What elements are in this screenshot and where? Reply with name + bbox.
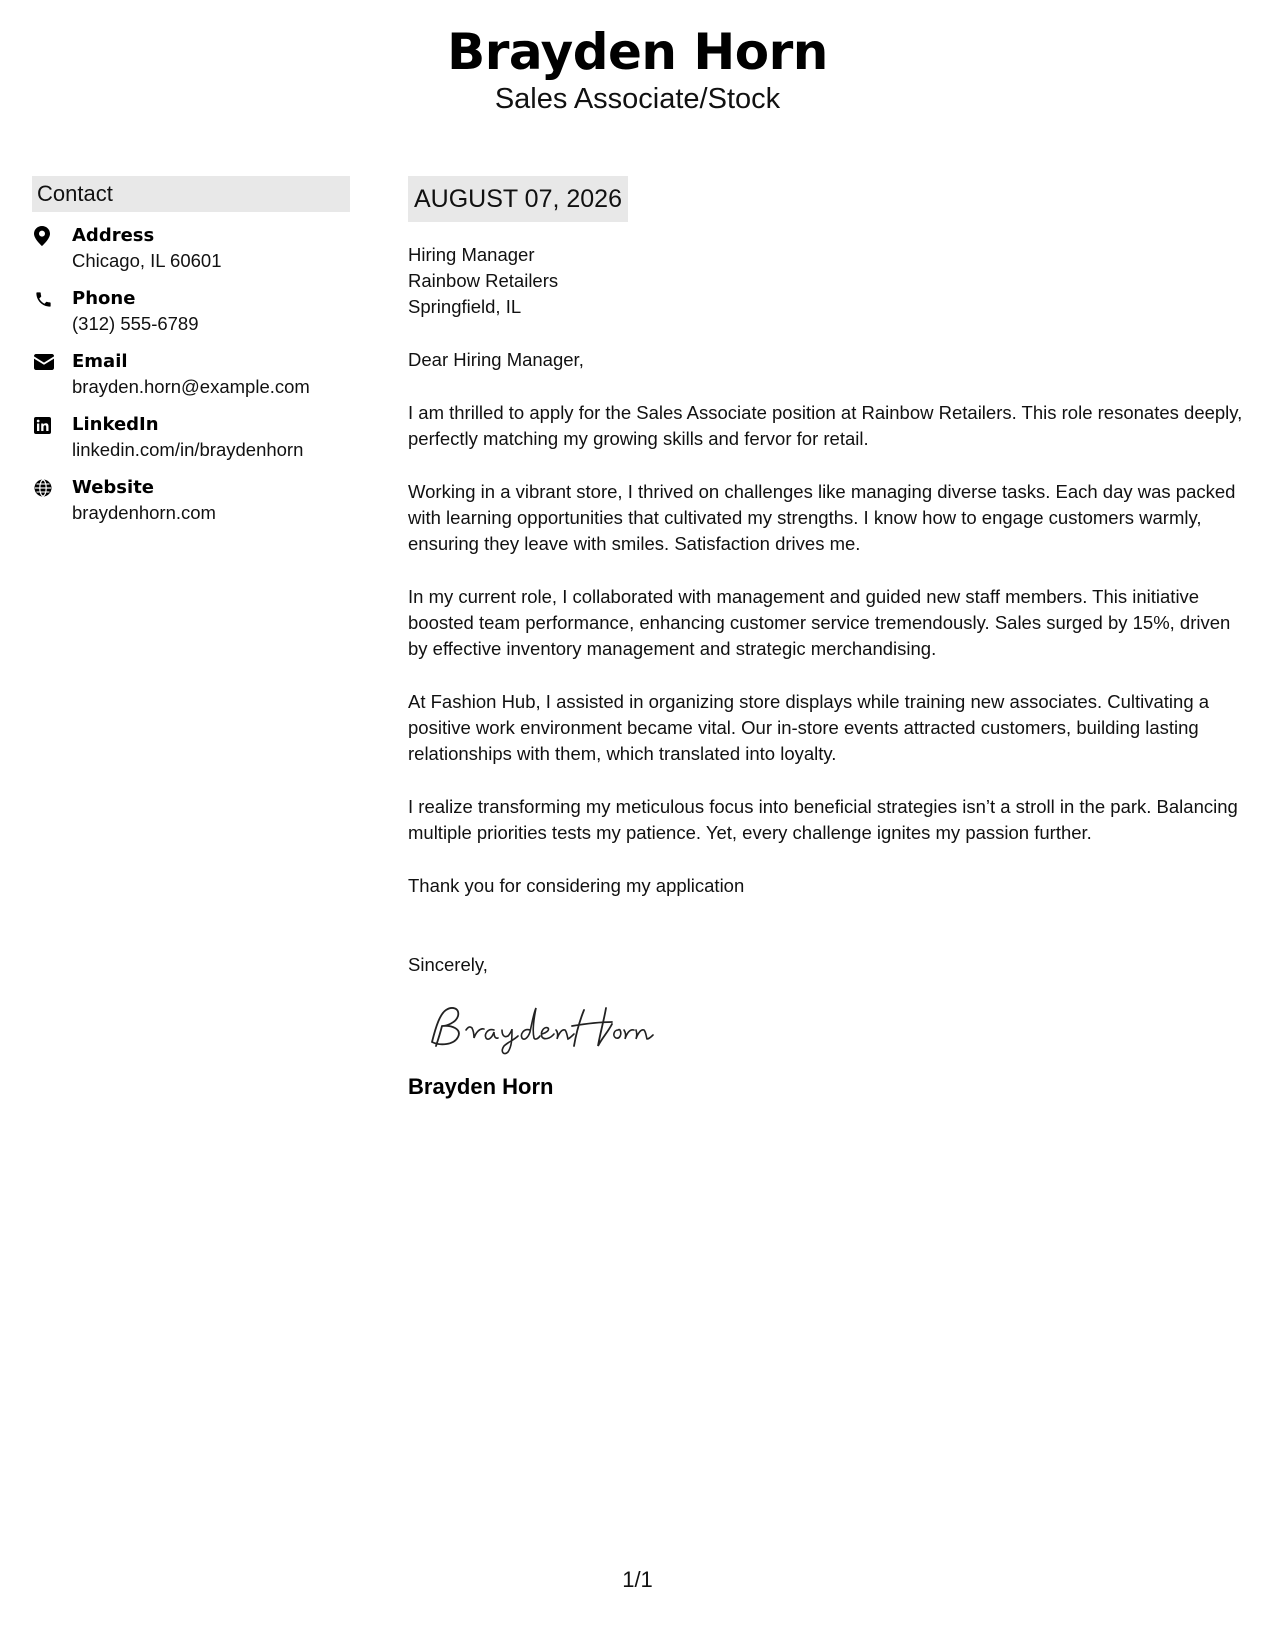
envelope-icon xyxy=(32,350,72,374)
applicant-name: Brayden Horn xyxy=(447,23,828,81)
applicant-title: Sales Associate/Stock xyxy=(494,83,781,115)
signer-name: Brayden Horn xyxy=(408,1074,554,1099)
contact-item-website xyxy=(32,476,350,539)
handwritten-signature xyxy=(422,996,1248,1058)
contact-label: LinkedIn xyxy=(72,414,159,435)
contact-item-linkedin xyxy=(32,413,350,476)
paragraph: Working in a vibrant store, I thrived on challenges like managing diverse tasks. Each day was packed with learning opportunities that cultivated my strengths. I know how to engage customers warmly, ensuring they leave with smiles. Satisfaction drives me. xyxy=(408,481,1236,554)
contact-list xyxy=(32,224,350,539)
contact-item-phone xyxy=(32,287,350,350)
linkedin-icon xyxy=(32,413,72,437)
linkedin-link[interactable]: linkedin.com/in/braydenhorn xyxy=(72,439,304,460)
contact-label: Email xyxy=(72,351,128,372)
signature-graphic xyxy=(422,996,662,1058)
email-link[interactable]: brayden.horn@example.com xyxy=(72,376,310,397)
contact-sidebar xyxy=(32,176,350,539)
contact-label: Address xyxy=(72,225,155,246)
recipient-block xyxy=(408,242,1248,320)
contact-item-address xyxy=(32,224,350,287)
phone-value: (312) 555-6789 xyxy=(72,313,199,334)
globe-icon xyxy=(32,476,72,500)
contact-heading: Contact xyxy=(32,176,350,212)
address-value: Chicago, IL 60601 xyxy=(72,250,222,271)
page-number: 1/1 xyxy=(622,1567,653,1592)
letter-body xyxy=(408,176,1248,1102)
recipient-line: Springfield, IL xyxy=(408,296,522,317)
location-pin-icon xyxy=(32,224,72,248)
phone-icon xyxy=(32,287,72,311)
paragraph: At Fashion Hub, I assisted in organizing store displays while training new associates. Cultivating a positive work environment became vital. Our in-store events attracted customers, building lasting relationships with them, which translated into loyalty. xyxy=(408,691,1210,764)
website-link[interactable]: braydenhorn.com xyxy=(72,502,216,523)
contact-label: Website xyxy=(72,477,155,498)
paragraph: I am thrilled to apply for the Sales Associate position at Rainbow Retailers. This role resonates deeply, perfectly matching my growing skills and fervor for retail. xyxy=(408,402,1243,449)
paragraph: In my current role, I collaborated with management and guided new staff members. This initiative boosted team performance, enhancing customer service tremendously. Sales surged by 15%, driven by effective inventory management and strategic merchandising. xyxy=(408,586,1231,659)
recipient-line: Hiring Manager xyxy=(408,244,535,265)
resume-header xyxy=(0,22,1275,116)
contact-item-email xyxy=(32,350,350,413)
contact-label: Phone xyxy=(72,288,136,309)
greeting: Dear Hiring Manager, xyxy=(408,349,584,370)
closing: Sincerely, xyxy=(408,954,488,975)
recipient-line: Rainbow Retailers xyxy=(408,270,559,291)
paragraph: Thank you for considering my application xyxy=(408,875,745,896)
paragraph: I realize transforming my meticulous focus into beneficial strategies isn’t a stroll in the park. Balancing multiple priorities tests my patience. Yet, every challenge ignites my passion further. xyxy=(408,796,1238,843)
letter-date: AUGUST 07, 2026 xyxy=(408,176,628,222)
